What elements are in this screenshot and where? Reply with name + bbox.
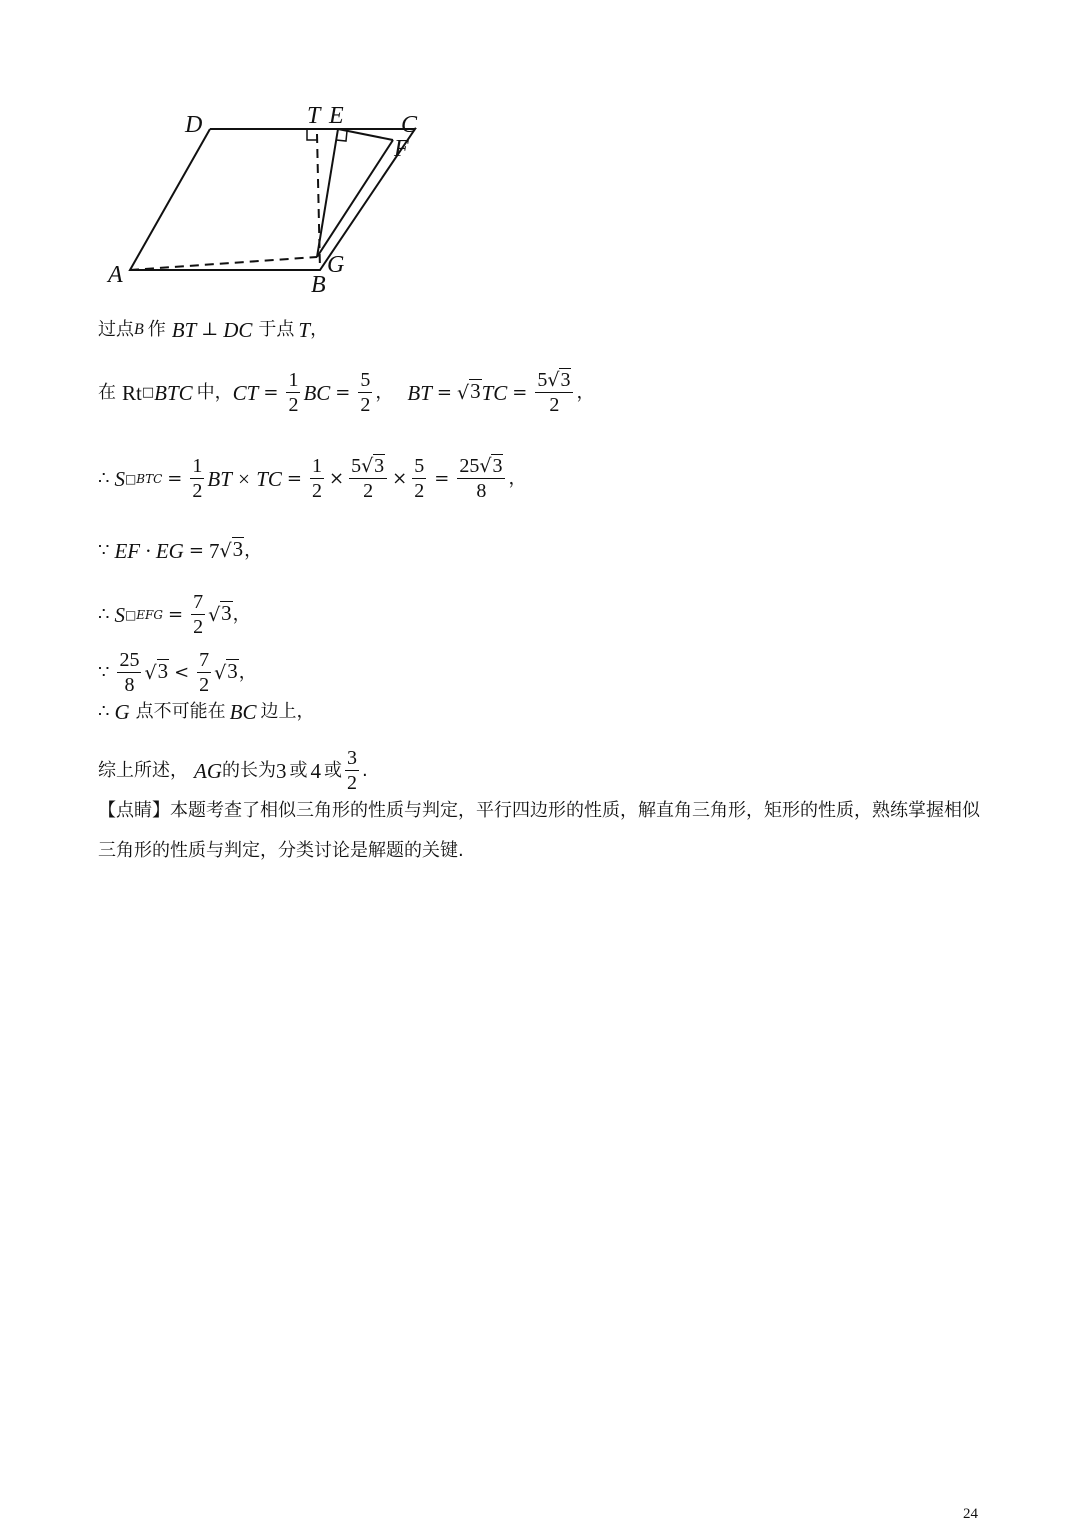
numerator: 3 (347, 747, 357, 769)
step-line-2 (98, 368, 594, 417)
fraction-five-sqrt3-halves: 5 √ 3 2 (535, 368, 573, 417)
radicand: 3 (492, 455, 503, 477)
sqrt-three: √ 3 (219, 537, 244, 562)
less-than: < (174, 661, 190, 683)
step-line-1 (98, 316, 328, 344)
segment-eg (317, 129, 338, 257)
value-three: 3 (276, 758, 287, 783)
perp-symbol: ⊥ (201, 319, 219, 340)
denominator: 2 (414, 480, 425, 502)
radicand: 3 (157, 658, 169, 683)
text: 过点 (98, 319, 134, 340)
label-f: F (394, 136, 409, 162)
radicand: 3 (470, 378, 481, 403)
denominator: 2 (192, 480, 203, 502)
equals: = (434, 467, 450, 489)
text: 于点 (258, 319, 295, 340)
punct: ， (238, 661, 257, 683)
numerator: 7 (199, 649, 210, 671)
bt-text: BT (407, 380, 432, 405)
equals: = (263, 381, 279, 403)
fraction-seven-halves (197, 648, 211, 697)
punct: ， (244, 540, 263, 561)
denominator: 2 (311, 480, 322, 502)
point-b: B (134, 321, 144, 338)
radicand: 3 (560, 369, 571, 391)
radicand: 3 (232, 537, 244, 561)
area-s: S (114, 466, 125, 491)
therefore-symbol: ∴ (98, 701, 110, 722)
equals: = (436, 381, 452, 403)
subscript-efg: □EFG (124, 607, 163, 622)
triangle-btc: BTC (154, 380, 193, 405)
denominator: 2 (199, 674, 210, 696)
tc-text: TC (481, 380, 508, 405)
fraction-half (286, 368, 300, 417)
numerator: 5 (414, 455, 425, 477)
step-line-4 (98, 537, 262, 565)
therefore-symbol: ∴ (98, 603, 110, 625)
bc-text: BC (303, 380, 331, 405)
segment-bt-text: BT (171, 318, 197, 342)
because-symbol: ∵ (98, 661, 110, 683)
fraction-half (310, 454, 324, 503)
punct: . (362, 759, 368, 781)
rt-text: Rt (122, 380, 142, 405)
fraction-three-halves (345, 746, 359, 795)
segment-dc-text: DC (223, 318, 253, 342)
fraction-five-halves (358, 368, 372, 417)
because-symbol: ∵ (98, 540, 110, 561)
coefficient: 25 (459, 455, 480, 477)
coefficient: 7 (208, 539, 220, 563)
fraction-half (190, 454, 204, 503)
segment-ea (130, 257, 317, 270)
denominator: 2 (360, 394, 371, 416)
text: 在 (98, 381, 116, 403)
label-g: G (327, 252, 345, 278)
value-four: 4 (310, 758, 321, 783)
numerator: 1 (288, 369, 299, 391)
denominator: 2 (288, 394, 299, 416)
equals: = (286, 467, 302, 489)
equals: = (167, 603, 184, 625)
punct: ， (310, 319, 329, 340)
segment-fg (317, 140, 393, 257)
text: 综上所述， (98, 759, 188, 781)
equals: = (512, 381, 528, 403)
fraction-25-eighths (117, 648, 141, 697)
punct: ， (508, 467, 527, 489)
equals: = (167, 467, 183, 489)
coefficient: 5 (351, 455, 362, 477)
denominator: 2 (347, 772, 357, 794)
step-line-3 (98, 454, 526, 503)
sqrt-three: √ 3 (144, 658, 169, 684)
ef-dot-eg: EF · EG (114, 539, 184, 563)
numerator: 1 (192, 455, 203, 477)
fraction-25-sqrt3-eighths: 25 √ 3 8 (457, 454, 505, 503)
numerator: 5 (360, 369, 371, 391)
numerator: 7 (193, 591, 204, 613)
text: 边上， (260, 701, 315, 722)
label-a: A (108, 262, 123, 288)
bt-times-tc: BT × TC (207, 466, 282, 491)
right-angle-t (307, 129, 317, 140)
radicand: 3 (221, 600, 232, 625)
coefficient: 5 (537, 369, 548, 391)
equals: = (188, 540, 204, 561)
step-line-7 (98, 698, 314, 726)
point-g: G (114, 700, 130, 724)
denominator: 8 (476, 480, 487, 502)
sqrt-three: √ 3 (456, 378, 481, 404)
label-t: T (307, 103, 321, 129)
equals: = (335, 381, 351, 403)
radicand: 3 (227, 658, 238, 683)
text: 的长为 (222, 759, 276, 781)
fraction-five-halves (412, 454, 426, 503)
label-e: E (329, 103, 344, 129)
page-number: 24 (963, 1506, 978, 1522)
denominator: 2 (193, 616, 204, 638)
radicand: 3 (374, 455, 385, 477)
denominator: 2 (549, 394, 560, 416)
text: 或 (289, 759, 308, 781)
note-paragraph: 【点睛】本题考查了相似三角形的性质与判定，平行四边形的性质，解直角三角形，矩形的性质，熟练掌握相似三角形的性质与判定，分类讨论是解题的关键. (98, 800, 980, 861)
parallelogram-figure (95, 95, 435, 300)
ag-text: AG (194, 758, 222, 783)
times: × (328, 467, 345, 489)
step-line-5 (98, 590, 251, 639)
denominator: 2 (363, 480, 374, 502)
times: × (392, 467, 408, 489)
numerator: 25 (119, 649, 140, 671)
text: 中， (196, 381, 233, 403)
sqrt-three: √ 3 (214, 658, 238, 684)
step-line-8 (98, 746, 368, 795)
parallelogram-outline (130, 129, 415, 270)
ct-text: CT (232, 380, 259, 405)
triangle-symbol: □ (141, 384, 155, 400)
punct: ， (232, 603, 251, 625)
step-line-6 (98, 648, 257, 697)
text: 点不可能在 (135, 701, 226, 722)
sqrt-three: √ 3 (208, 600, 232, 626)
text: 或 (324, 759, 342, 781)
numerator: 1 (311, 455, 322, 477)
punct: ， (576, 381, 595, 403)
subscript-btc: □BTC (124, 471, 163, 486)
label-c: C (401, 112, 418, 138)
text: 作 (147, 319, 166, 340)
fraction-seven-halves (191, 590, 205, 639)
point-t: T (298, 318, 311, 342)
denominator: 8 (124, 674, 135, 696)
punct: ， (375, 381, 394, 403)
label-d: D (185, 112, 203, 138)
bc-text: BC (229, 700, 257, 724)
area-s: S (114, 602, 125, 627)
therefore-symbol: ∴ (98, 467, 110, 489)
label-b: B (311, 272, 326, 298)
fraction-five-sqrt3-halves: 5 √ 3 2 (349, 454, 387, 503)
